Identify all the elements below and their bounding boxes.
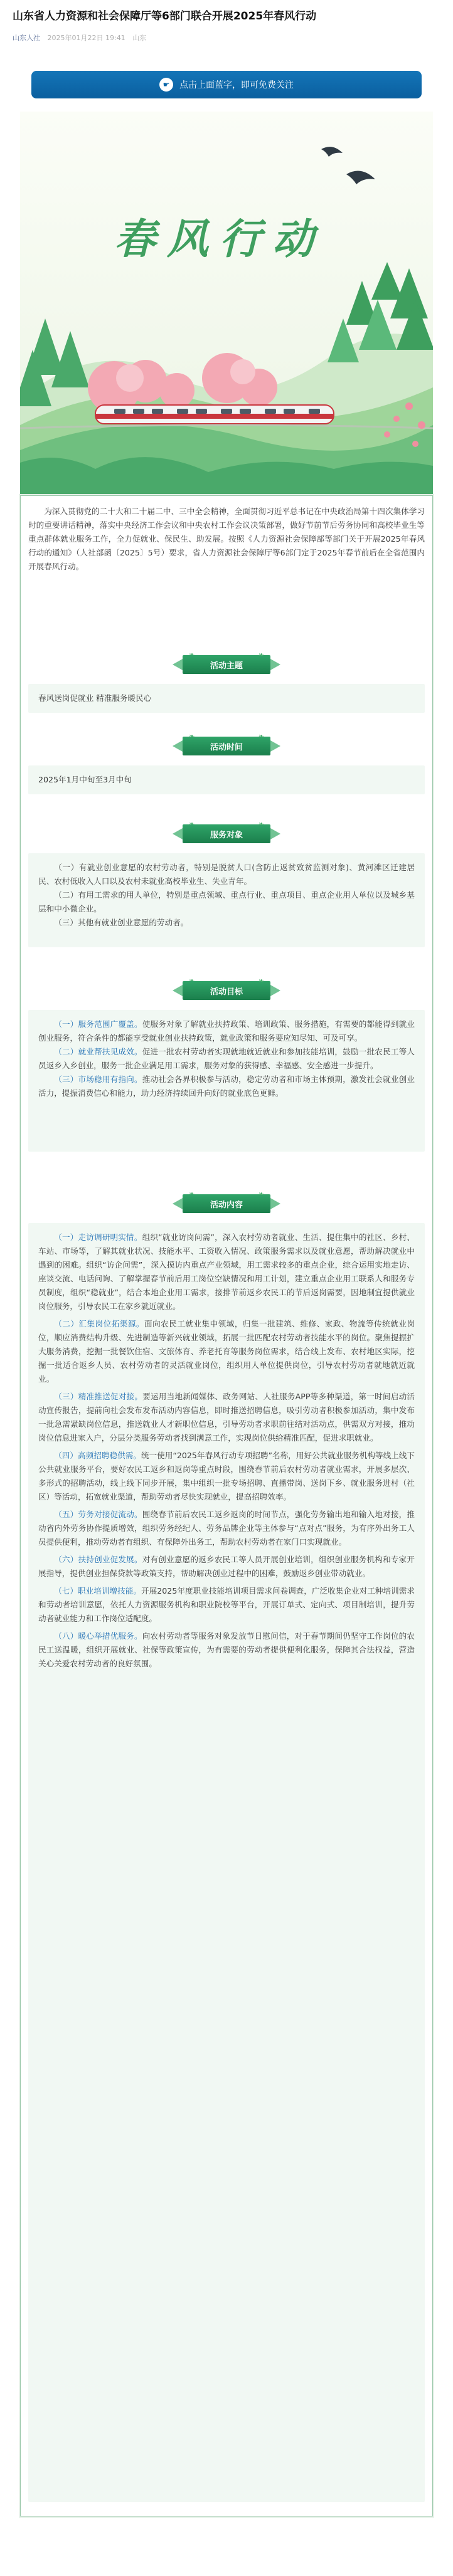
content-text: 向农村劳动者等服务对象发放节日慰问信，对于春节期间仍坚守工作岗位的农民工送温暖，组织开展就业、社保等政策宣传，为有需要的劳动者提供便利化服务，保障其合法权益，营造关心关爱农村劳动者的良好氛围。 xyxy=(38,1631,415,1668)
content-item xyxy=(38,1317,415,1386)
target-item: （三）其他有就业创业意愿的劳动者。 xyxy=(54,918,189,927)
goal-item xyxy=(38,1017,415,1045)
section-heading-targets xyxy=(164,822,289,846)
goal-text: 使服务对象了解就业扶持政策、培训政策、服务措施，有需要的都能得到就业创业服务，符合条件的都能享受就业创业扶持政策，就业政策和服务要应知尽知、可及可享。 xyxy=(38,1019,415,1043)
section-title: 活动主题 xyxy=(183,655,270,674)
content-lead: （五）劳务对接促流动。 xyxy=(54,1510,142,1519)
section-heading-time xyxy=(164,734,289,758)
content-item xyxy=(38,1508,415,1549)
section-heading-theme xyxy=(164,653,289,676)
content-lead: （七）职业培训增技能。 xyxy=(54,1586,142,1596)
content-item xyxy=(38,1231,415,1313)
goal-item xyxy=(38,1045,415,1073)
goal-lead: （一）服务范围广覆盖。 xyxy=(54,1019,142,1029)
section-heading-content xyxy=(164,1192,289,1216)
content-text: 对有创业意愿的返乡农民工等人员开展创业培训，组织创业服务机构和专家开展指导，提供创业担保贷款等政策支持，帮助解决创业过程中的困难，鼓励返乡创业带动就业。 xyxy=(38,1555,415,1578)
content-lead: （六）扶持创业促发展。 xyxy=(54,1555,142,1564)
hand-pointer-icon: ☛ xyxy=(159,78,173,92)
section-heading-goals xyxy=(164,979,289,1002)
content-item xyxy=(38,1553,415,1580)
content-lead: （二）汇集岗位拓渠源。 xyxy=(54,1319,145,1328)
content-box xyxy=(28,1223,425,2502)
leaf-icon: ❧ xyxy=(258,977,264,985)
follow-banner-label: 点击上面蓝字，即可免费关注 xyxy=(179,80,294,90)
intro-block xyxy=(28,505,425,574)
content-item xyxy=(38,1390,415,1445)
content-text: 要运用当地新闻媒体、政务网站、人社服务APP等多种渠道，第一时间启动活动宣传报告，提前向社会发布发布活动内容信息，即时推送招聘信息，吸引劳动者积极参加活动，集中发布一批急需紧缺岗位信息，推送就业人才新职位信息，引导劳动者求职前往结对活动点，供需双方对接，推动岗位信息进家入户，分层分类服务劳动者找到满意工作，实现岗位供给精准匹配，促进求职就业。 xyxy=(38,1392,415,1443)
intro-paragraph: 为深入贯彻党的二十大和二十届二中、三中全会精神，全面贯彻习近平总书记在中央政治局第十四次集体学习时的重要讲话精神，落实中央经济工作会议和中央农村工作会议决策部署，做好节前节后劳务协同和高校毕业生等重点群体就业服务工作，全力促就业、保民生、助发展。按照《人力资源社会保障部等部门关于开展2025年春风行动的通知》（人社部函〔2025〕5号）要求，省人力资源社会保障厅等6部门定于2025年春节前后在全省范围内开展春风行动。 xyxy=(28,507,425,571)
content-lead: （四）高频招聘稳供需。 xyxy=(54,1451,141,1460)
goal-item xyxy=(38,1073,415,1100)
target-item: （一）有就业创业意愿的农村劳动者，特别是脱贫人口(含防止返贫致贫监测对象)、黄河滩区迁建居民、农村低收入人口以及农村未就业高校毕业生、失业青年。 xyxy=(38,863,415,886)
content-item xyxy=(38,1629,415,1671)
content-lead: （八）暖心举措优服务。 xyxy=(54,1631,142,1641)
publish-date: 2025年01月22日 19:41 xyxy=(47,34,125,42)
article-meta xyxy=(13,33,151,43)
train-illustration xyxy=(95,405,334,424)
target-item: （二）有用工需求的用人单位，特别是重点领域、重点行业、重点项目、重点企业用人单位以及城乡基层和中小微企业。 xyxy=(38,890,415,913)
content-text: 围绕春节前后农民工返乡返岗的时间节点，强化劳务输出地和输入地对接，推动省内外劳务协作提质增效，组织劳务经纪人、劳务品牌企业等主体参与“点对点”服务，为有序外出务工人员提供便利，推动劳动者有组织、有保障外出务工，帮助农村劳动者在家门口实现就业。 xyxy=(38,1510,415,1547)
swallow-icon xyxy=(321,147,375,184)
leaf-icon: ❧ xyxy=(258,1190,264,1198)
content-item xyxy=(38,1449,415,1504)
theme-text: 春风送岗促就业 精准服务暖民心 xyxy=(38,693,152,703)
follow-banner-button[interactable] xyxy=(31,71,422,98)
time-text: 2025年1月中旬至3月中旬 xyxy=(38,775,132,784)
section-title: 活动内容 xyxy=(183,1194,270,1213)
content-item xyxy=(38,1584,415,1626)
hero-illustration xyxy=(20,112,433,495)
goal-lead: （三）市场稳用有指向。 xyxy=(54,1075,142,1084)
publish-location: 山东 xyxy=(132,34,147,42)
goals-box xyxy=(28,1010,425,1152)
goal-text: 推动社会各界积极参与活动，稳定劳动者和市场主体预期，激发社会就业创业活力，提振消费信心和能力，助力经济持续回升向好的就业底色更鲜。 xyxy=(38,1075,415,1098)
section-title: 活动目标 xyxy=(183,981,270,1000)
hero-calligraphy-title: 春风行动 xyxy=(114,214,325,263)
hero-banner xyxy=(20,112,433,495)
article-title: 山东省人力资源和社会保障厅等6部门联合开展2025年春风行动 xyxy=(13,10,317,23)
targets-box xyxy=(28,853,425,947)
goal-lead: （二）就业帮扶见成效。 xyxy=(54,1047,142,1056)
leaf-icon: ❧ xyxy=(258,651,264,659)
section-title: 活动时间 xyxy=(183,737,270,755)
content-text: 统一使用“2025年春风行动专项招聘”名称，用好公共就业服务机构等线上线下公共就业服务平台，要好农民工返乡和返岗等重点时段，围绕春节前后农村劳动者就业需求，开展多层次、多形式的招聘活动，线上线下同步开展，集中组织一批专场招聘、直播带岗、送岗下乡、就业服务进村（社区）等活动，拓宽就业渠道，帮助劳动者尽快实现就业，提高招聘效率。 xyxy=(38,1451,415,1501)
account-name-link[interactable]: 山东人社 xyxy=(13,34,40,42)
leaf-icon: ❧ xyxy=(258,820,264,828)
theme-box xyxy=(28,684,425,713)
leaf-icon: ❧ xyxy=(258,732,264,740)
content-text: 开展2025年度职业技能培训项目需求问卷调查，广泛收集企业对工种培训需求和劳动者培训意愿，依托人力资源服务机构和职业院校等平台，开展订单式、定向式、项目制培训，提升劳动者就业能力和工作岗位适配度。 xyxy=(38,1586,415,1623)
content-lead: （一）走访调研明实情。 xyxy=(54,1233,142,1242)
content-lead: （三）精准推送促对接。 xyxy=(54,1392,143,1401)
content-card xyxy=(20,495,433,2516)
goal-text: 促进一批农村劳动者实现就地就近就业和参加技能培训，鼓励一批农民工等人员返乡入乡创业，服务一批企业满足用工需求，服务对象的获得感、幸福感、安全感进一步提升。 xyxy=(38,1047,415,1070)
section-title: 服务对象 xyxy=(183,824,270,843)
time-box xyxy=(28,765,425,794)
content-text: 面向农民工就业集中领域，归集一批建筑、维修、家政、物流等传统就业岗位，顺应消费结构升级、先进制造等新兴就业领域，拓展一批匹配农村劳动者技能水平的岗位。聚焦提振扩大服务消费，挖掘一批餐饮住宿、文旅体育、养老托育等服务岗位需求，结合线上发布、农村地区实际，挖掘一批适合返乡人员、农村劳动者的灵活就业岗位，组织用人单位提供岗位，引导农村劳动者就地就近就业。 xyxy=(38,1319,415,1384)
content-text: 组织“就业访岗问需”，深入农村劳动者就业、生活、提住集中的社区、乡村、车站、市场等，了解其就业状况、技能水平、工资收入情况、政策服务需求以及就业意愿，帮助解决就业中遇到的困难。组织“访企问需”，深入摸访内重点产业领域，用工需求较多的重点企业，综合运用实地走访、座谈交流、电话问询、了解掌握春节前后用工岗位空缺情况和用工计划，建立重点企业用工联系人和服务专员制度，组织“稳就业”，结合本地企业用工需求，接排节前返乡农民工的节后返岗需要，因地制宜提供就业岗位服务，引导农民工在家乡就近就业。 xyxy=(38,1233,415,1311)
